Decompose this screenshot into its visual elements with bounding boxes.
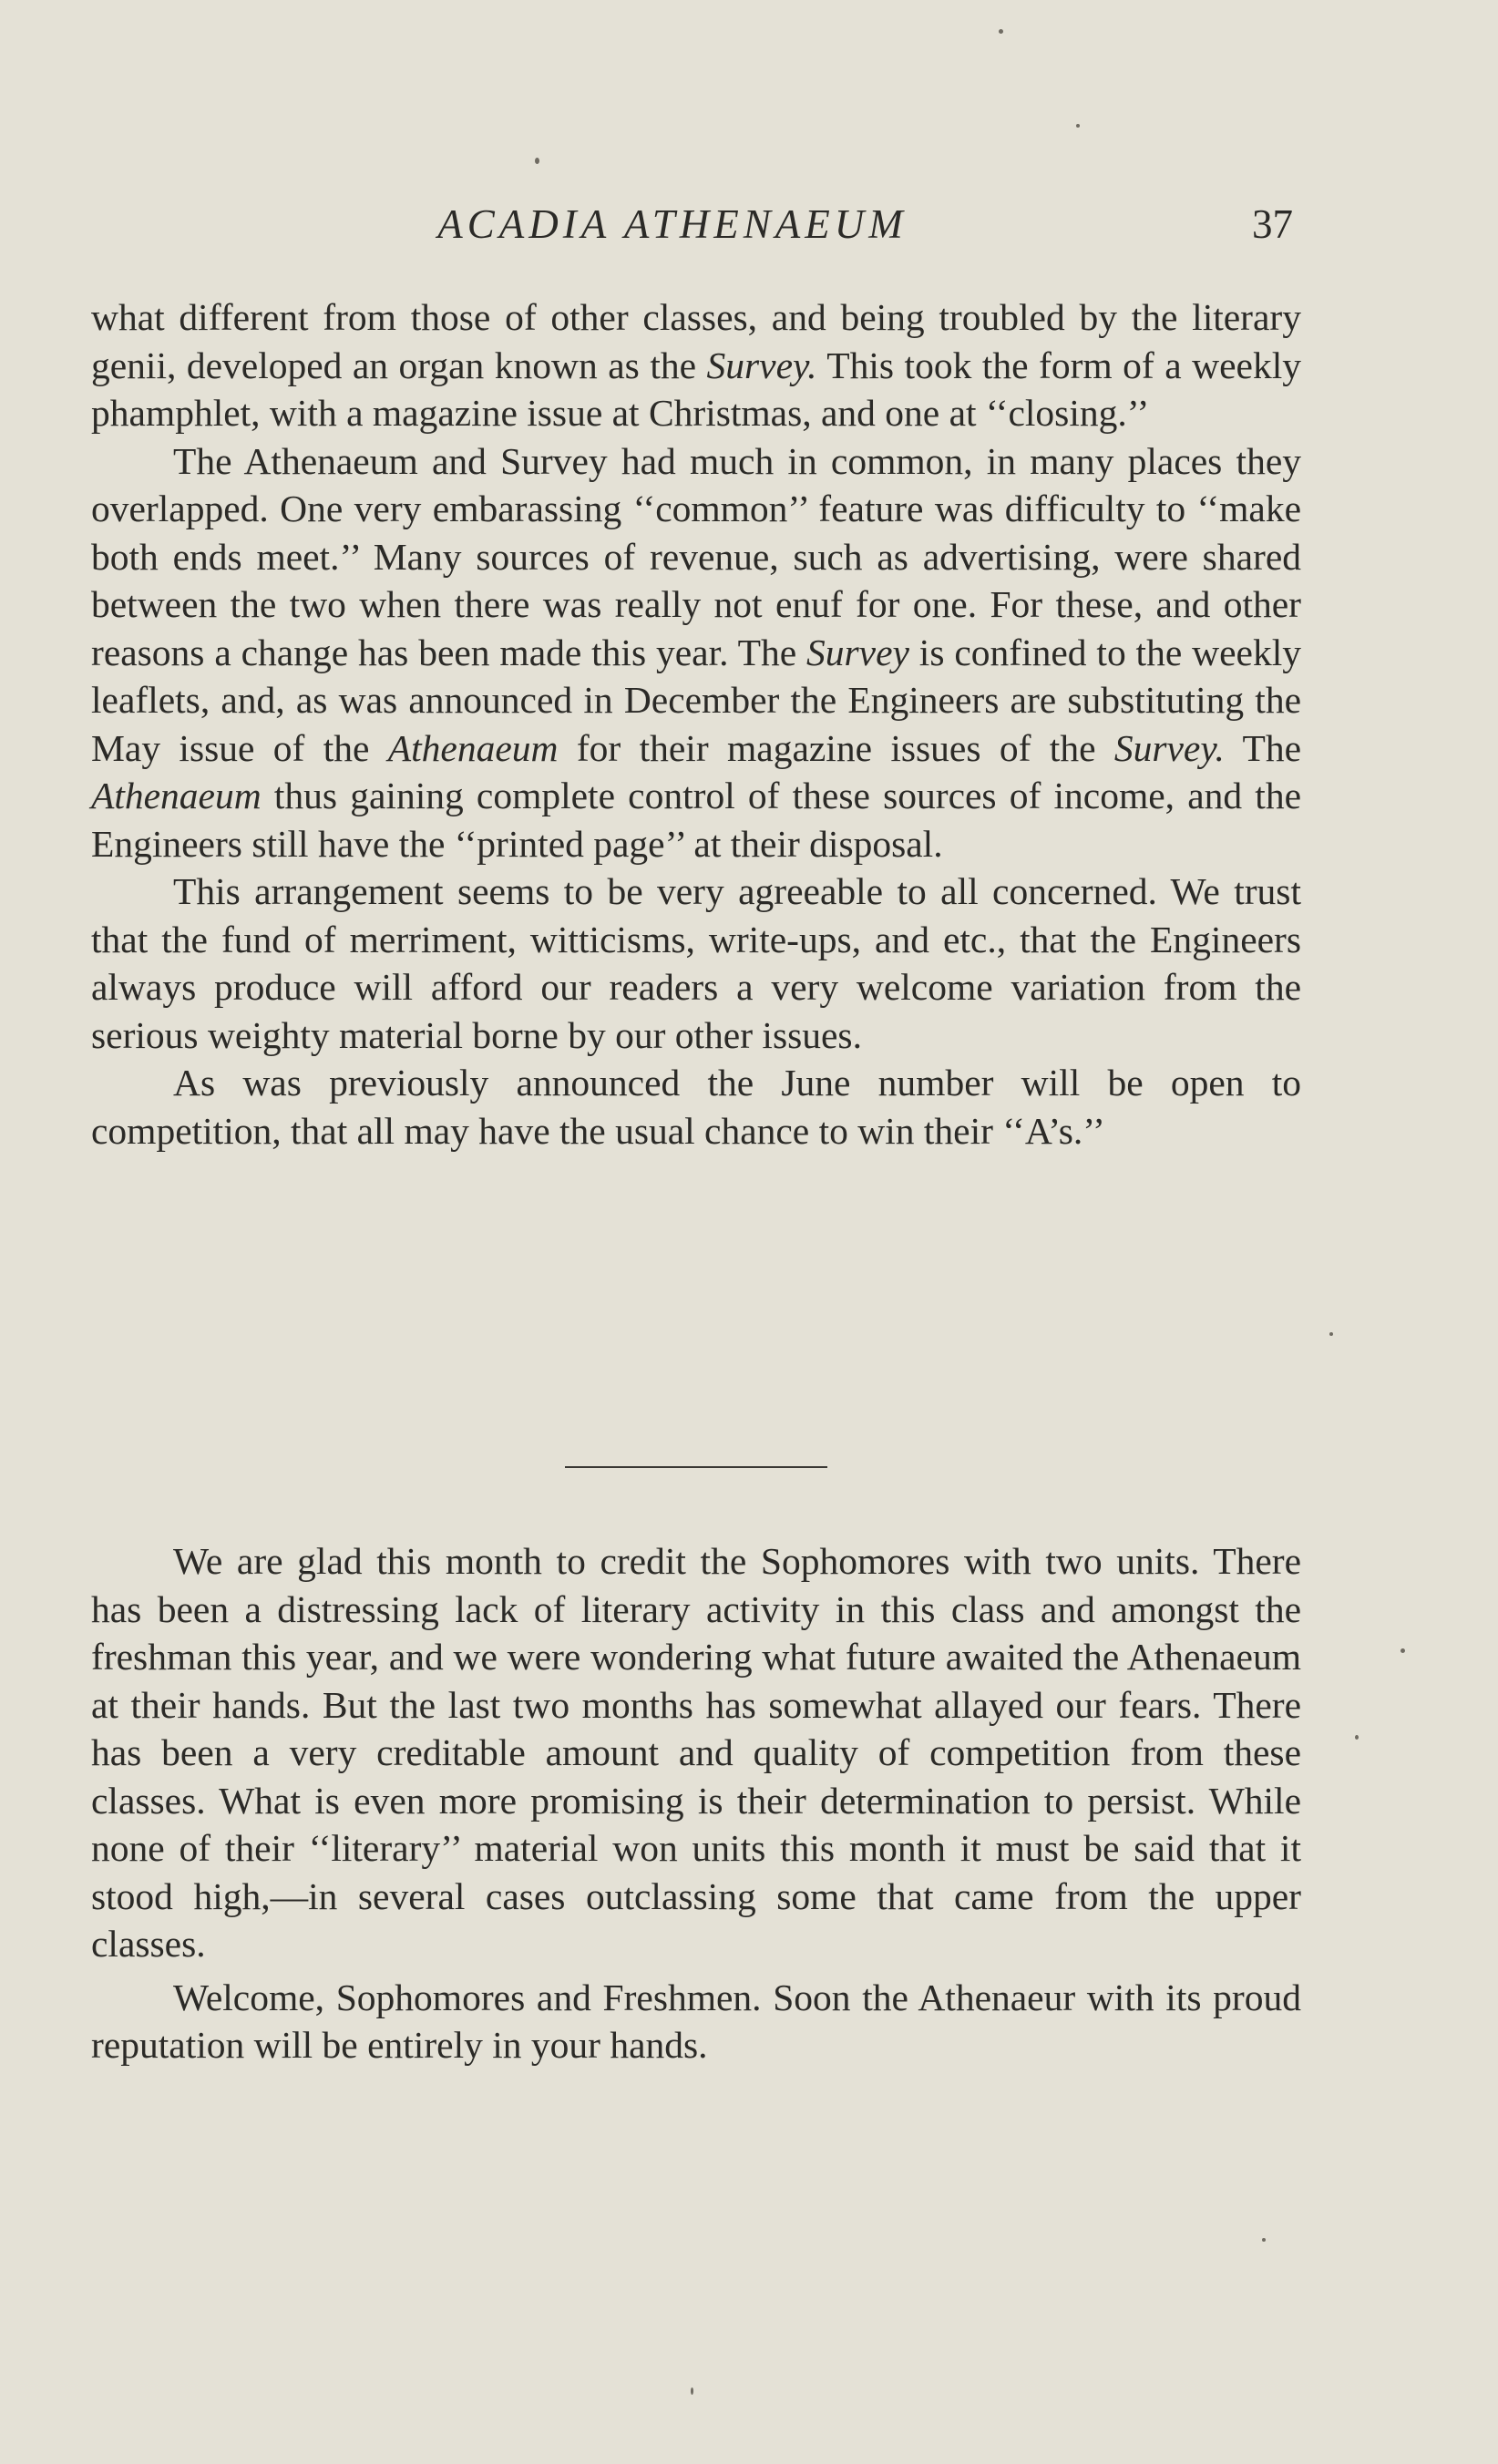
scan-speck	[535, 158, 539, 164]
scan-speck	[1355, 1735, 1359, 1740]
italic-title: Survey	[806, 631, 909, 673]
running-title: ACADIA ATHENAEUM	[437, 201, 908, 247]
italic-title: Survey.	[1113, 726, 1225, 769]
scan-speck	[1401, 1648, 1405, 1653]
paragraph: The Athenaeum and Survey had much in common, in many places they overlapped. One very embarassing ‘‘common’’ feature was difficulty to ‘‘make both ends meet.’’ Many sources of revenue, such as advertising, were shared between the two when there was really not enuf for one. For these, and other reasons a change has been made this year. The Survey is confined to the weekly leaflets, and, as was announced in December the Engineers are substituting the May issue of the Athenaeum for their magazine issues of the Survey. The Athenaeum thus gaining complete control of these sources of income, and the Engineers still have the ‘‘printed page’’ at their disposal.	[91, 439, 1301, 865]
italic-title: Athenaeum	[91, 775, 262, 816]
paragraph: what different from those of other classes, and being troubled by the literary genii, developed an organ known as the Survey. This took the form of a weekly phamphlet, with a magazine issue at Christmas, and one at ‘‘closing.’’	[91, 296, 1301, 434]
page-header	[0, 200, 1498, 255]
italic-title: Survey.	[706, 344, 817, 386]
scan-speck	[1329, 1332, 1333, 1336]
section-athenaeum-survey	[91, 293, 1301, 1155]
paragraph: Welcome, Sophomores and Freshmen. Soon the Athenaeur with its proud reputation will be entirely in your hands.	[91, 1976, 1301, 2066]
paragraph: As was previously announced the June number will be open to competition, that all may have the usual chance to win their ‘‘A’s.’’	[91, 1062, 1301, 1152]
paragraph: We are glad this month to credit the Sophomores with two units. There has been a distressing lack of literary activity in this class and amongst the freshman this year, and we were wondering what future awaited the Athenaeum at their hands. But the last two months has somewhat allayed our fears. There has been a very creditable amount and quality of competition from these classes. What is even more promising is their determination to persist. While none of their ‘‘literary’’ material won units this month it must be said that it stood high,—in several cases outclassing some that came from the upper classes.	[91, 1540, 1301, 1965]
section-divider	[565, 1466, 827, 1468]
scan-speck	[1076, 124, 1080, 128]
paragraph: This arrangement seems to be very agreeable to all concerned. We trust that the fund of merriment, witticisms, write-ups, and etc., that the Engineers always produce will afford our readers a very welcome variation from the serious weighty material borne by our other issues.	[91, 870, 1301, 1056]
scan-speck	[691, 2387, 693, 2395]
scan-speck	[999, 29, 1003, 34]
page-number: 37	[1252, 201, 1293, 247]
scan-speck	[1262, 2238, 1266, 2242]
section-sophomores	[91, 1537, 1301, 2069]
italic-title: Athenaeum	[387, 726, 559, 769]
